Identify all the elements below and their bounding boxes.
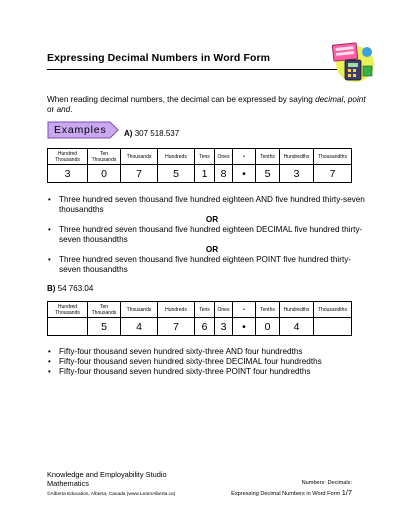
header-ones: Ones [215,302,233,318]
page-number: 1/7 [341,488,352,497]
header-hundreds: Hundreds [158,149,195,165]
header-thousandths: Thousandths [314,149,352,165]
header-hundreds: Hundreds [158,302,195,318]
header-ten-thousands: Ten Thousands [88,302,121,318]
header-ones: Ones [215,149,233,165]
table-header-row [48,149,352,165]
table-header-row [48,302,352,318]
value-cell: 7 [314,165,352,183]
header-hundredths: Hundredths [280,149,314,165]
value-cell: 6 [195,318,215,336]
place-value-table-b [47,301,352,336]
list-item: • Three hundred seven thousand five hundred eighteen AND five hundred thirty-seven thousandths [47,195,365,215]
intro-paragraph: When reading decimal numbers, the decimal can be expressed by saying decimal, point or and. [47,95,366,114]
header-decimal-point: • [233,149,256,165]
value-cell: 3 [48,165,88,183]
header-tens: Tens [195,302,215,318]
math-clipart-icon [323,38,375,84]
value-cell: 5 [88,318,121,336]
example-b-word-forms [47,347,365,377]
header-hundred-thousands: Hundred Thousands [48,149,88,165]
footer-topic: Numbers: Decimals: [301,480,352,486]
footer-right [231,479,352,499]
value-cell: 4 [280,318,314,336]
or-separator: OR [205,215,219,224]
decimal-point-cell: • [233,165,256,183]
header-thousandths: Thousandths [314,302,352,318]
or-separator: OR [205,245,219,254]
value-cell: 5 [158,165,195,183]
footer-studio: Knowledge and Employability Studio [47,470,167,479]
title-divider [47,69,365,70]
value-cell [314,318,352,336]
footer-copyright: ©Alberta Education, Alberta, Canada (www.LearnAlberta.ca) [47,492,176,497]
footer-left [47,470,175,499]
header-thousands: Thousands [121,302,158,318]
list-item: • Three hundred seven thousand five hundred eighteen DECIMAL five hundred thirty-seven thousandths [47,225,365,245]
header-decimal-point: • [233,302,256,318]
list-item: • Fifty-four thousand seven hundred sixty-three AND four hundredths [47,347,365,357]
table-value-row [48,318,352,336]
footer-subject: Mathematics [47,479,89,488]
place-value-table-a [47,148,352,183]
value-cell: 3 [215,318,233,336]
list-item: • Fifty-four thousand seven hundred sixty-three DECIMAL four hundredths [47,357,365,367]
page-title: Expressing Decimal Numbers in Word Form [47,52,271,64]
examples-tag [47,121,119,139]
header-ten-thousands: Ten Thousands [88,149,121,165]
value-cell: 7 [158,318,195,336]
value-cell: 5 [256,165,280,183]
value-cell: 0 [256,318,280,336]
example-b-heading: B) 54 763.04 [47,284,94,293]
list-item: • Three hundred seven thousand five hundred eighteen POINT five hundred thirty-seven thousandths [47,255,365,275]
value-cell: 0 [88,165,121,183]
example-a-heading: A) 307 518.537 [124,129,180,138]
footer-lesson: Expressing Decimal Numbers in Word Form [231,491,341,497]
header-tenths: Tenths [256,302,280,318]
header-tenths: Tenths [256,149,280,165]
table-value-row [48,165,352,183]
value-cell: 1 [195,165,215,183]
examples-label: Examples [54,124,107,136]
value-cell: 4 [121,318,158,336]
value-cell: 8 [215,165,233,183]
header-hundredths: Hundredths [280,302,314,318]
header-thousands: Thousands [121,149,158,165]
value-cell: 3 [280,165,314,183]
list-item: • Fifty-four thousand seven hundred sixty-three POINT four hundredths [47,367,365,377]
header-tens: Tens [195,149,215,165]
example-a-word-forms [47,195,365,275]
value-cell: 7 [121,165,158,183]
decimal-point-cell: • [233,318,256,336]
header-hundred-thousands: Hundred Thousands [48,302,88,318]
value-cell [48,318,88,336]
